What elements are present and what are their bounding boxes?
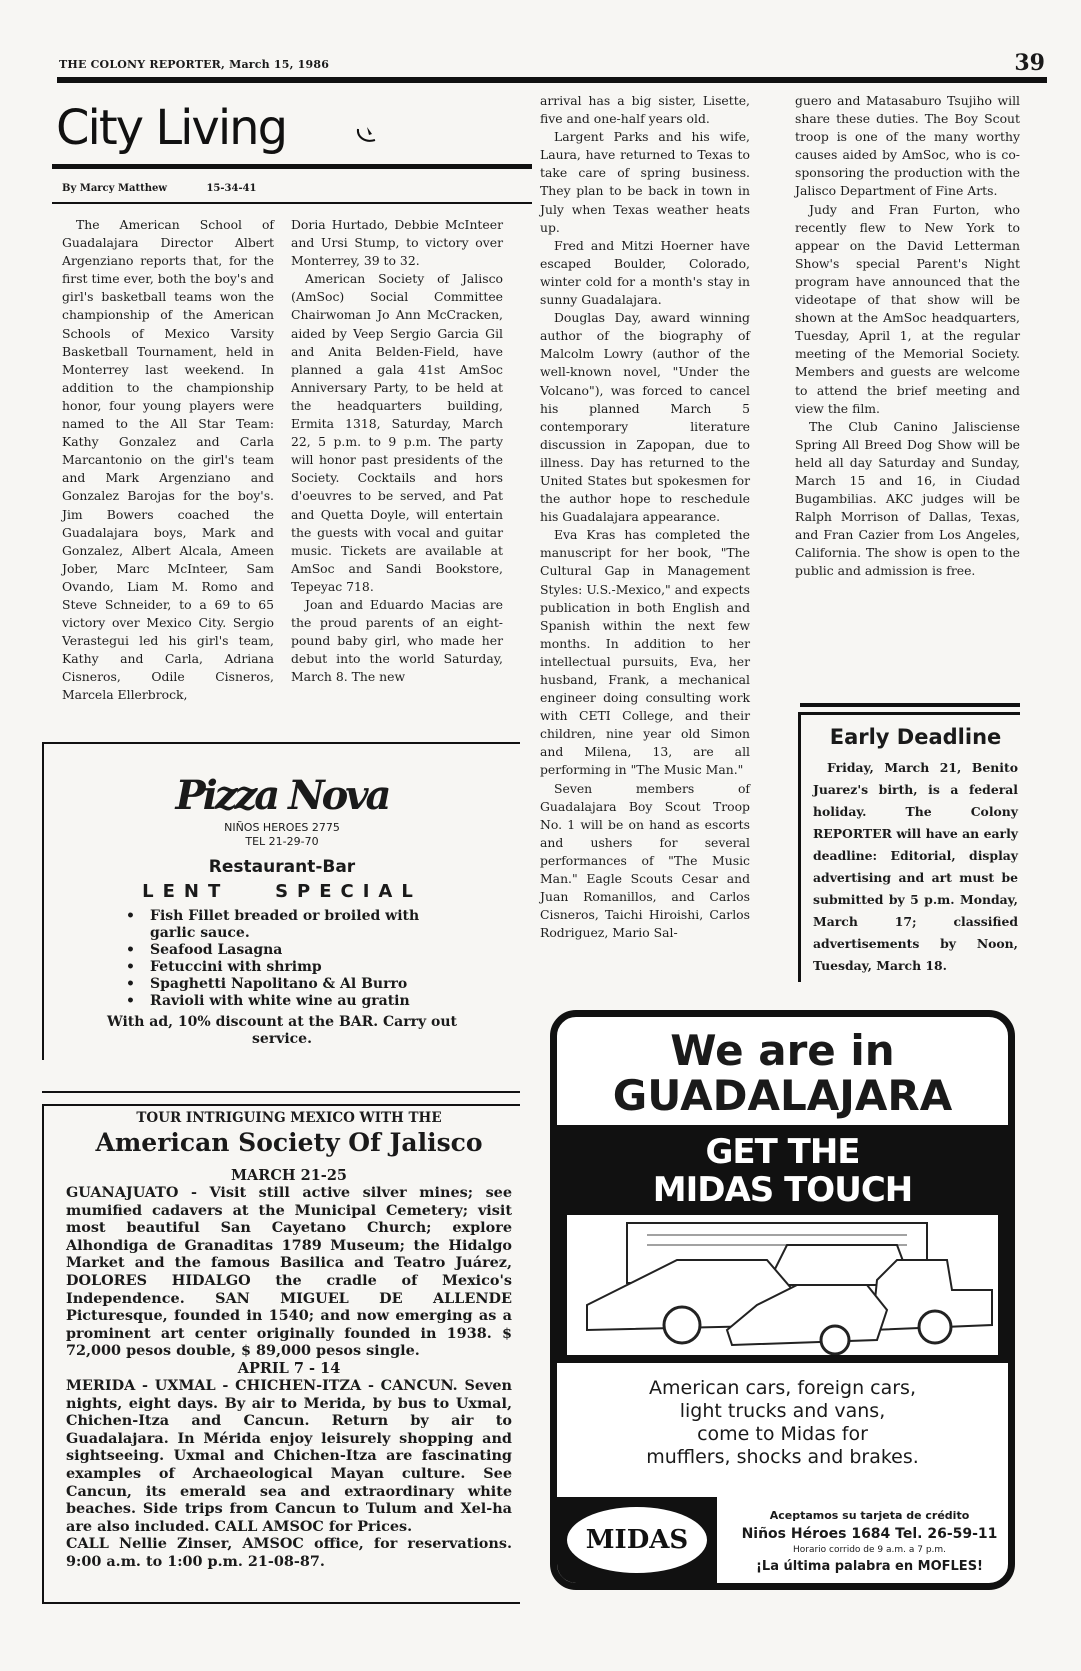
amsoc-tour-ad bbox=[42, 1104, 520, 1604]
section-rule-bottom bbox=[52, 202, 532, 204]
paragraph: Fred and Mitzi Hoerner have escaped Boulder, Colorado, winter cold for a month's stay in sunny Guadalajara. bbox=[540, 237, 750, 308]
paragraph: Joan and Eduardo Macias are the proud parents of an eight-pound baby girl, who made her debut into the world Saturday, March 8. The new bbox=[291, 596, 503, 685]
page-number: 39 bbox=[1014, 50, 1045, 76]
tour-kicker: TOUR INTRIGUING MEXICO WITH THE bbox=[136, 1110, 442, 1126]
menu-item: • Seafood Lasagna bbox=[124, 942, 454, 959]
deadline-rule bbox=[800, 703, 1020, 707]
paragraph: Judy and Fran Furton, who recently flew to New York to appear on the David Letterman Show's special Parent's Night program have announced that the videotape of that show will be shown at the AmSoc headquarters, Tuesday, April 1, at the regular meeting of the Memorial Society. Members and guests are welcome to attend the brief meeting and view the film. bbox=[795, 201, 1020, 416]
paragraph: The American School of Guadalajara Director Albert Argenziano reports that, for the first time ever, both the boy's and girl's basketball teams won the championship of the American Schools of Mexico Varsity Basketball Tournament, held in Monterrey last weekend. In addition to the championship honor, four young players were named to the All Star Team: Kathy Gonzalez and Carla Marcantonio on the girl's team and Mark Argenziano and Gonzalez Barojas for the boy's. Jim Bowers coached the Guadalajara boys, Mark and Gonzalez, Albert Alcala, Ameen Jober, Marc McInteer, Sam Ovando, Liam M. Romo and Steve Schneider, to a 69 to 65 victory over Mexico City. Sergio Verastegui led his girl's team, Kathy and Carla, Adriana Cisneros, Odile Cisneros, Marcela Ellerbrock, bbox=[62, 217, 274, 703]
paragraph: guero and Matasaburo Tsujiho will share these duties. The Boy Scout troop is one of the many worthy causes aided by AmSoc, who is co-sponsoring the production with the Jalisco Department of Fine Arts. bbox=[795, 93, 1020, 199]
article-column-2 bbox=[291, 216, 503, 686]
pizza-address: NIÑOS HEROES 2775 bbox=[224, 821, 340, 834]
paragraph: Largent Parks and his wife, Laura, have returned to Texas to take care of spring business. They plan to be back in town in July when Texas weather heats up. bbox=[540, 129, 750, 235]
midas-copy-line: come to Midas for bbox=[697, 1423, 868, 1445]
trip-dates: MARCH 21-25 bbox=[230, 1167, 347, 1184]
trip-dates: APRIL 7 - 14 bbox=[237, 1359, 341, 1377]
midas-headline-2: GUADALAJARA bbox=[612, 1071, 953, 1120]
masthead bbox=[57, 50, 1047, 86]
menu-item: • Fetuccini with shrimp bbox=[124, 959, 454, 976]
byline-phone: 15-34-41 bbox=[206, 183, 257, 194]
midas-logo-block bbox=[557, 1497, 717, 1583]
paragraph: arrival has a big sister, Lisette, five and one-half years old. bbox=[540, 93, 750, 127]
midas-logo: MIDAS bbox=[567, 1507, 707, 1573]
midas-tagline-2: MIDAS TOUCH bbox=[652, 1170, 913, 1210]
byline-author: By Marcy Matthew bbox=[62, 183, 167, 194]
tour-contact: CALL Nellie Zinser, AMSOC office, for reservations. 9:00 a.m. to 1:00 p.m. 21-08-87. bbox=[66, 1535, 512, 1570]
trip-description: MERIDA - UXMAL - CHICHEN-ITZA - CANCUN. Seven nights, eight days. By air to Merida, by bus to Uxmal, Chichen-Itza and Cancun. Return by air to Guadalajara. In Mérida enjoy leisurely shopping and sightseeing. Uxmal and Chichen-Itza are fascinating examples of Archaeological Mayan culture. See Cancun, its emerald sea and extraordinary white beaches. Side trips from Cancun to Tulum and Xel-ha are also included. CALL AMSOC for Prices. bbox=[66, 1376, 512, 1535]
midas-copy-line: mufflers, shocks and brakes. bbox=[646, 1446, 919, 1468]
section-title: City Living bbox=[56, 100, 287, 156]
early-deadline-box bbox=[798, 712, 1020, 982]
tour-title: American Society Of Jalisco bbox=[95, 1128, 483, 1157]
section-rule-top bbox=[52, 164, 532, 169]
midas-slogan: ¡La última palabra en MOFLES! bbox=[756, 1559, 983, 1574]
midas-ad bbox=[550, 1010, 1015, 1590]
paragraph: Seven members of Guadalajara Boy Scout Troop No. 1 will be on hand as escorts and ushers for several performances of "The Music Man." Eagle Scouts Cesar and Juan Romanillos, and Carlos Cisneros, Taichi Hiroishi, Carlos Rodriguez, Mario Sal- bbox=[540, 780, 750, 941]
pizza-nova-ad bbox=[42, 742, 520, 1060]
midas-credit: Aceptamos su tarjeta de crédito bbox=[769, 1509, 970, 1522]
cars-and-trucks-illustration bbox=[567, 1215, 998, 1355]
pizza-nova-logo: Pizza Nova bbox=[175, 772, 389, 819]
pizza-discount: With ad, 10% discount at the BAR. Carry out service. bbox=[106, 1014, 457, 1047]
midas-tagline-band bbox=[557, 1125, 1008, 1363]
menu-item: • Ravioli with white wine au gratin bbox=[124, 993, 454, 1010]
early-deadline-title: Early Deadline bbox=[829, 725, 1002, 749]
paragraph: Doria Hurtado, Debbie McInteer and Ursi Stump, to victory over Monterrey, 39 to 32. bbox=[291, 217, 503, 269]
lent-special-menu bbox=[124, 908, 454, 1010]
article-column-1 bbox=[62, 216, 274, 705]
menu-item: • Fish Fillet breaded or broiled with garlic sauce. bbox=[124, 908, 454, 942]
midas-hours: Horario corrido de 9 a.m. a 7 p.m. bbox=[792, 1545, 947, 1555]
article-column-3 bbox=[540, 92, 750, 942]
article-column-4 bbox=[795, 92, 1020, 581]
early-deadline-body: Friday, March 21, Benito Juarez's birth, is a federal holiday. The Colony REPORTER will have an early deadline: Editorial, display advertising and art must be submitted by 5 p.m. Monday, March 17; classified advertisements by Noon, Tuesday, March 18. bbox=[813, 760, 1018, 973]
pizza-phone: TEL 21-29-70 bbox=[245, 835, 319, 848]
midas-address: Niños Héroes 1684 Tel. 26-59-11 bbox=[741, 1526, 998, 1542]
crescent-moon-icon bbox=[355, 125, 381, 145]
paragraph: Douglas Day, award winning author of the biography of Malcolm Lowry (author of the well-known novel, "Under the Volcano"), was forced to cancel his planned March 5 contemporary literature discussion in Zapopan, due to illness. Day has returned to the United States but spokesmen for the author hope to reschedule his Guadalajara appearance. bbox=[540, 310, 750, 525]
trip-description: GUANAJUATO - Visit still active silver mines; see mumified cadavers at the Municipal Cemetery; visit most beautiful San Cayetano Church; explore Alhondiga de Granaditas 1789 Museum; the Hidalgo Market and the famous Basilica and Teatro Juárez, DOLORES HIDALGO the cradle of Mexico's Independence. SAN MIGUEL DE ALLENDE Picturesque, founded in 1540; and now emerging as a prominent art center originally founded in 1938. $ 72,000 pesos double, $ 89,000 pesos single. bbox=[66, 1184, 512, 1360]
midas-copy-line: light trucks and vans, bbox=[679, 1400, 886, 1422]
paragraph: Eva Kras has completed the manuscript for her book, "The Cultural Gap in Management Styles: U.S.-Mexico," and expects publication in both English and Spanish within the next few months. In addition to her intellectual pursuits, Eva, her husband, Frank, a mechanical engineer doing consulting work with CETI College, and their children, nine year old Simon and Milena, 13, are all performing in "The Music Man." bbox=[540, 527, 750, 778]
paragraph: The Club Canino Jalisciense Spring All Breed Dog Show will be held all day Saturday and Sunday, March 15 and 16, in Ciudad Bugambilias. AKC judges will be Ralph Morrison of Dallas, Texas, and Fran Cazier from Los Angeles, California. The show is open to the public and admission is free. bbox=[795, 418, 1020, 579]
ad-divider bbox=[42, 1091, 520, 1093]
pizza-category: Restaurant-Bar bbox=[208, 857, 356, 877]
masthead-rule bbox=[57, 77, 1047, 83]
byline bbox=[62, 183, 257, 194]
midas-copy-line: American cars, foreign cars, bbox=[649, 1377, 916, 1399]
publication-dateline: THE COLONY REPORTER, March 15, 1986 bbox=[59, 58, 330, 71]
menu-item: • Spaghetti Napolitano & Al Burro bbox=[124, 976, 454, 993]
midas-contact bbox=[727, 1507, 1012, 1577]
paragraph: American Society of Jalisco (AmSoc) Social Committee Chairwoman Jo Ann McCracken, aided by Veep Sergio Garcia Gil and Anita Belden-Field, have planned a gala 41st AmSoc Anniversary Party, to be held at the headquarters building, Ermita 1318, Saturday, March 22, 5 p.m. to 9 p.m. The party will honor past presidents of the Society. Cocktails and hors d'oeuvres to be served, and Pat and Quetta Doyle, will entertain the guests with vocal and guitar music. Tickets are available at AmSoc and Sandi Bookstore, Tepeyac 718. bbox=[291, 271, 503, 594]
midas-tagline-1: GET THE bbox=[705, 1132, 860, 1172]
midas-copy bbox=[557, 1377, 1008, 1469]
lent-special-title: LENT SPECIAL bbox=[142, 881, 422, 902]
midas-headline-1: We are in bbox=[670, 1026, 895, 1075]
